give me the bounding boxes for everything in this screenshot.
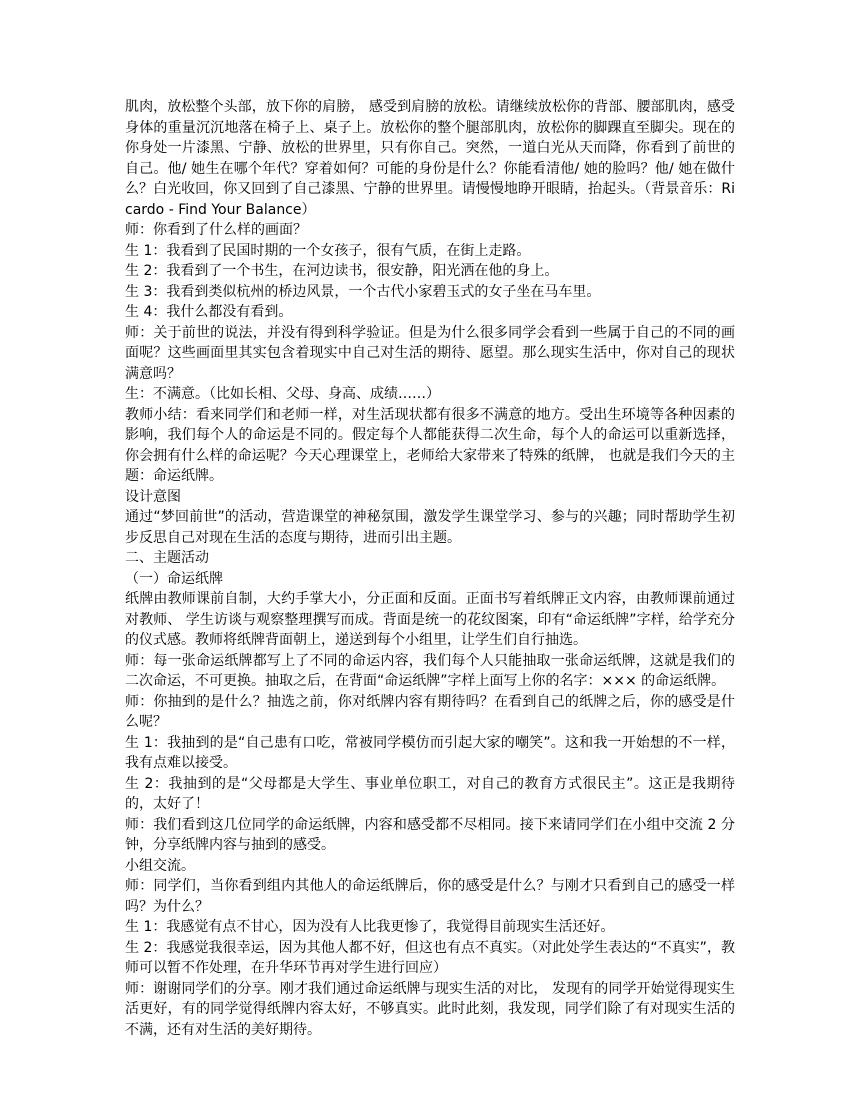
paragraph-teacher-card-rules: 师：每一张命运纸牌都写上了不同的命运内容，我们每个人只能抽取一张命运纸牌，这就是我们的二次命运，不可更换。抽取之后，在背面“命运纸牌”字样上面写上你的名字：××× 的命运纸牌。 xyxy=(125,652,735,689)
heading-design-intent: 设计意图 xyxy=(125,488,181,505)
paragraph-group-discussion: 小组交流。 xyxy=(125,857,195,874)
paragraph-teacher-group-instruction: 师：我们看到这几位同学的命运纸牌，内容和感受都不尽相同。接下来请同学们在小组中交流 2 分钟，分享纸牌内容与抽到的感受。 xyxy=(125,816,735,853)
paragraph-teacher-conclusion: 师：谢谢同学们的分享。刚才我们通过命运纸牌与现实生活的对比， 发现有的同学开始觉得现实生活更好，有的同学觉得纸牌内容太好，不够真实。此时此刻，我发现，同学们除了有对现实生活的不满，还有对生活的美好期待。 xyxy=(125,980,735,1038)
paragraph-teacher-card-question: 师：你抽到的是什么？抽选之前，你对纸牌内容有期待吗？在看到自己的纸牌之后，你的感受是什么呢？ xyxy=(125,693,735,730)
paragraph-student-card-2: 生 2：我抽到的是“父母都是大学生、事业单位职工，对自己的教育方式很民主”。这正是我期待的，太好了！ xyxy=(125,775,735,812)
document-page xyxy=(125,97,735,1040)
heading-theme-activity: 二、主题活动 xyxy=(125,550,209,566)
paragraph-student-2: 生 2：我看到了一个书生，在河边读书，很安静，阳光洒在他的身上。 xyxy=(125,263,559,279)
paragraph-teacher-question: 师：你看到了什么样的画面？ xyxy=(125,222,307,238)
paragraph-student-card-1: 生 1：我抽到的是“自己患有口吃，常被同学模仿而引起大家的嘲笑”。这和我一开始想的不一样，我有点难以接受。 xyxy=(125,734,735,771)
paragraph-relaxation-guide: 肌肉，放松整个头部，放下你的肩膀， 感受到肩膀的放松。请继续放松你的背部、腰部肌肉，感受身体的重量沉沉地落在椅子上、桌子上。放松你的整个腿部肌肉，放松你的脚踝直至脚尖。现在的你身处一片漆黑、宁静、放松的世界里，只有你自己。突然，一道白光从天而降，你看到了前世的自己。他/ 她生在哪个年代？穿着如何？可能的身份是什么？你能看清他/ 她的脸吗？他/ 她在做什么？白光收回，你又回到了自己漆黑、宁静的世界里。请慢慢地睁开眼睛，抬起头。（背景音乐：Ricardo - Find Your Balance） xyxy=(125,99,735,218)
paragraph-teacher-summary: 教师小结：看来同学们和老师一样，对生活现状都有很多不满意的地方。受出生环境等各种因素的影响，我们每个人的命运是不同的。假定每个人都能获得二次生命，每个人的命运可以重新选择，你会拥有什么样的命运呢？今天心理课堂上，老师给大家带来了特殊的纸牌， 也就是我们今天的主题：命运纸牌。 xyxy=(125,406,735,484)
paragraph-student-answer: 生：不满意。（比如长相、父母、身高、成绩……） xyxy=(125,386,440,402)
paragraph-card-description: 纸牌由教师课前自制，大约手掌大小，分正面和反面。正面书写着纸牌正文内容，由教师课前通过对教师、 学生访谈与观察整理撰写而成。背面是统一的花纹图案，印有“命运纸牌”字样，给学充分的仪式感。教师将纸牌背面朝上，递送到每个小组里，让学生们自行抽选。 xyxy=(125,591,735,648)
paragraph-design-intent: 通过“梦回前世”的活动，营造课堂的神秘氛围，激发学生课堂学习、参与的兴趣；同时帮助学生初步反思自己对现在生活的态度与期待，进而引出主题。 xyxy=(125,509,735,546)
paragraph-student-feeling-1: 生 1：我感觉有点不甘心，因为没有人比我更惨了，我觉得目前现实生活还好。 xyxy=(125,919,615,935)
heading-fate-cards: （一）命运纸牌 xyxy=(125,570,223,587)
paragraph-student-feeling-2: 生 2：我感觉我很幸运，因为其他人都不好，但这也有点不真实。（对此处学生表达的“不真实”，教师可以暂不作处理，在升华环节再对学生进行回应） xyxy=(125,939,735,976)
paragraph-teacher-feeling-question: 师：同学们，当你看到组内其他人的命运纸牌后，你的感受是什么？与刚才只看到自己的感受一样吗？为什么？ xyxy=(125,878,735,915)
paragraph-student-1: 生 1：我看到了民国时期的一个女孩子，很有气质，在街上走路。 xyxy=(125,242,531,259)
paragraph-teacher-past-life: 师：关于前世的说法，并没有得到科学验证。但是为什么很多同学会看到一些属于自己的不同的画面呢？这些画面里其实包含着现实中自己对生活的期待、愿望。那么现实生活中，你对自己的现状满意吗？ xyxy=(125,324,735,382)
paragraph-student-4: 生 4：我什么都没有看到。 xyxy=(125,304,293,320)
paragraph-student-3: 生 3：我看到类似杭州的桥边风景，一个古代小家碧玉式的女子坐在马车里。 xyxy=(125,283,601,300)
